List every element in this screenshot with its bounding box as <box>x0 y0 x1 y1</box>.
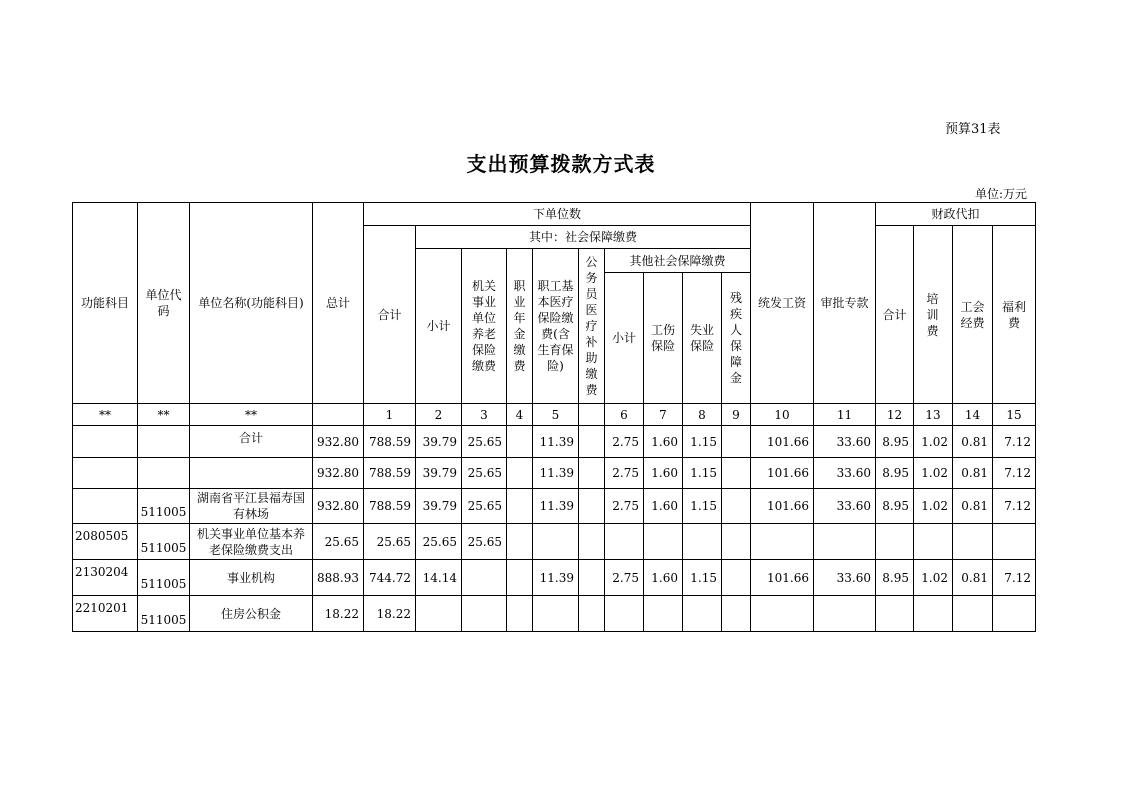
table-cell: 湖南省平江县福寿国有林场 <box>190 489 313 524</box>
table-cell <box>993 524 1036 560</box>
table-cell <box>73 426 138 458</box>
table-cell: 101.66 <box>751 458 814 489</box>
table-cell <box>722 596 751 632</box>
table-cell: 8.95 <box>876 426 914 458</box>
table-cell: 888.93 <box>313 560 364 596</box>
table-cell: 932.80 <box>313 458 364 489</box>
table-cell: 2130204 <box>73 560 138 596</box>
table-cell <box>507 524 533 560</box>
table-cell: 25.65 <box>364 524 416 560</box>
header-disability: 残疾人保障金 <box>722 273 751 404</box>
table-cell <box>73 489 138 524</box>
table-cell <box>579 489 605 524</box>
index-cell: 13 <box>914 404 953 426</box>
index-cell: 15 <box>993 404 1036 426</box>
index-cell: 5 <box>533 404 579 426</box>
table-cell: 0.81 <box>953 458 993 489</box>
index-cell: 10 <box>751 404 814 426</box>
header-ss-subtotal: 小计 <box>416 249 462 404</box>
table-cell: 788.59 <box>364 489 416 524</box>
header-lower-units: 下单位数 <box>364 203 751 226</box>
header-fd-total: 合计 <box>876 226 914 404</box>
table-cell <box>579 560 605 596</box>
table-cell: 0.81 <box>953 489 993 524</box>
table-row <box>73 458 1036 489</box>
table-cell: 788.59 <box>364 426 416 458</box>
index-cell <box>579 404 605 426</box>
table-cell: 1.60 <box>644 489 683 524</box>
table-cell <box>605 596 644 632</box>
table-row <box>73 489 1036 524</box>
table-cell: 39.79 <box>416 458 462 489</box>
table-cell: 33.60 <box>814 458 876 489</box>
index-cell: 11 <box>814 404 876 426</box>
table-row <box>73 426 1036 458</box>
table-cell: 2.75 <box>605 560 644 596</box>
table-cell <box>953 524 993 560</box>
index-cell: 4 <box>507 404 533 426</box>
header-welfare: 福利费 <box>993 226 1036 404</box>
table-cell: 788.59 <box>364 458 416 489</box>
table-cell <box>73 458 138 489</box>
table-cell: 33.60 <box>814 560 876 596</box>
table-cell: 744.72 <box>364 560 416 596</box>
table-cell <box>751 596 814 632</box>
table-cell <box>507 560 533 596</box>
table-cell <box>722 426 751 458</box>
table-cell <box>507 426 533 458</box>
table-cell <box>507 489 533 524</box>
table-cell: 2.75 <box>605 426 644 458</box>
table-cell: 18.22 <box>364 596 416 632</box>
table-cell: 932.80 <box>313 426 364 458</box>
form-number: 预算31表 <box>945 122 1001 137</box>
table-cell <box>462 560 507 596</box>
index-cell: 9 <box>722 404 751 426</box>
table-cell <box>644 524 683 560</box>
header-pension: 机关事业单位养老保险缴费 <box>462 249 507 404</box>
table-cell: 8.95 <box>876 560 914 596</box>
index-cell: 1 <box>364 404 416 426</box>
table-cell: 932.80 <box>313 489 364 524</box>
header-other-ss: 其他社会保障缴费 <box>605 249 751 273</box>
table-cell <box>190 458 313 489</box>
table-cell <box>138 426 190 458</box>
table-cell <box>876 524 914 560</box>
table-cell: 住房公积金 <box>190 596 313 632</box>
header-unit-code: 单位代码 <box>138 203 190 404</box>
table-cell: 合计 <box>190 426 313 458</box>
table-cell <box>507 596 533 632</box>
index-cell <box>313 404 364 426</box>
table-cell: 1.15 <box>683 458 722 489</box>
table-cell: 11.39 <box>533 458 579 489</box>
table-cell <box>605 524 644 560</box>
table-cell <box>644 596 683 632</box>
index-cell: 6 <box>605 404 644 426</box>
table-cell <box>722 489 751 524</box>
table-cell: 101.66 <box>751 426 814 458</box>
table-cell: 14.14 <box>416 560 462 596</box>
header-injury: 工伤保险 <box>644 273 683 404</box>
table-cell <box>722 458 751 489</box>
table-cell: 0.81 <box>953 560 993 596</box>
index-row <box>73 404 1036 426</box>
table-cell <box>722 524 751 560</box>
table-cell <box>579 458 605 489</box>
header-annuity: 职业年金缴费 <box>507 249 533 404</box>
table-cell: 39.79 <box>416 489 462 524</box>
table-cell: 101.66 <box>751 560 814 596</box>
table-cell: 1.15 <box>683 426 722 458</box>
index-cell: 7 <box>644 404 683 426</box>
table-cell: 7.12 <box>993 458 1036 489</box>
table-cell <box>993 596 1036 632</box>
table-cell <box>462 596 507 632</box>
index-cell: 2 <box>416 404 462 426</box>
table-cell: 2080505 <box>73 524 138 560</box>
budget-table <box>72 202 1036 632</box>
header-fiscal-deduct: 财政代扣 <box>876 203 1036 226</box>
table-cell: 11.39 <box>533 489 579 524</box>
table-cell: 101.66 <box>751 489 814 524</box>
table-cell: 2210201 <box>73 596 138 632</box>
table-cell: 1.02 <box>914 426 953 458</box>
header-unit-name: 单位名称(功能科目) <box>190 203 313 404</box>
table-cell: 11.39 <box>533 560 579 596</box>
header-special-approval: 审批专款 <box>814 203 876 404</box>
header-subtotal-all: 合计 <box>364 226 416 404</box>
table-cell <box>953 596 993 632</box>
table-cell <box>751 524 814 560</box>
table-cell: 25.65 <box>313 524 364 560</box>
table-cell: 1.02 <box>914 458 953 489</box>
table-cell <box>416 596 462 632</box>
table-cell: 1.02 <box>914 560 953 596</box>
table-cell <box>579 524 605 560</box>
unit-label: 单位:万元 <box>975 187 1028 201</box>
table-cell <box>722 560 751 596</box>
table-cell: 1.60 <box>644 560 683 596</box>
index-cell: ** <box>73 404 138 426</box>
table-cell: 33.60 <box>814 489 876 524</box>
table-cell: 511005 <box>138 596 190 632</box>
header-training: 培训费 <box>914 226 953 404</box>
index-cell: 14 <box>953 404 993 426</box>
table-cell: 25.65 <box>462 426 507 458</box>
table-row <box>73 560 1036 596</box>
table-cell <box>533 596 579 632</box>
header-unemployment: 失业保险 <box>683 273 722 404</box>
header-social-security: 其中：社会保障缴费 <box>416 226 751 249</box>
table-cell: 511005 <box>138 489 190 524</box>
header-total: 总计 <box>313 203 364 404</box>
table-cell: 0.81 <box>953 426 993 458</box>
table-cell: 1.15 <box>683 560 722 596</box>
table-cell: 25.65 <box>462 524 507 560</box>
index-cell: 3 <box>462 404 507 426</box>
table-cell: 18.22 <box>313 596 364 632</box>
header-func-subject: 功能科目 <box>73 203 138 404</box>
table-cell <box>579 596 605 632</box>
table-cell <box>914 524 953 560</box>
table-cell: 2.75 <box>605 458 644 489</box>
header-union: 工会经费 <box>953 226 993 404</box>
table-cell: 25.65 <box>462 489 507 524</box>
index-cell: ** <box>138 404 190 426</box>
table-cell: 1.60 <box>644 426 683 458</box>
index-cell: 12 <box>876 404 914 426</box>
table-row <box>73 596 1036 632</box>
table-cell: 1.15 <box>683 489 722 524</box>
table-cell: 7.12 <box>993 426 1036 458</box>
index-cell: ** <box>190 404 313 426</box>
table-cell: 1.02 <box>914 489 953 524</box>
table-cell: 7.12 <box>993 560 1036 596</box>
table-cell <box>814 596 876 632</box>
table-cell <box>533 524 579 560</box>
header-civil-medical: 公务员医疗补助缴费 <box>579 249 605 404</box>
table-cell: 511005 <box>138 560 190 596</box>
table-cell <box>814 524 876 560</box>
table-cell: 8.95 <box>876 489 914 524</box>
table-cell <box>507 458 533 489</box>
table-cell <box>876 596 914 632</box>
table-cell <box>914 596 953 632</box>
header-other-subtotal: 小计 <box>605 273 644 404</box>
page-title: 支出预算拨款方式表 <box>466 152 656 176</box>
table-cell: 机关事业单位基本养老保险缴费支出 <box>190 524 313 560</box>
table-cell <box>683 524 722 560</box>
table-cell: 2.75 <box>605 489 644 524</box>
table-cell: 25.65 <box>416 524 462 560</box>
table-cell <box>138 458 190 489</box>
table-cell: 11.39 <box>533 426 579 458</box>
table-cell: 8.95 <box>876 458 914 489</box>
table-cell: 事业机构 <box>190 560 313 596</box>
header-unified-salary: 统发工资 <box>751 203 814 404</box>
header-medical: 职工基本医疗保险缴费(含生育保险) <box>533 249 579 404</box>
table-cell: 511005 <box>138 524 190 560</box>
table-row <box>73 524 1036 560</box>
table-cell: 39.79 <box>416 426 462 458</box>
table-cell: 33.60 <box>814 426 876 458</box>
table-cell: 1.60 <box>644 458 683 489</box>
table-cell: 7.12 <box>993 489 1036 524</box>
table-cell <box>579 426 605 458</box>
table-cell <box>683 596 722 632</box>
index-cell: 8 <box>683 404 722 426</box>
table-cell: 25.65 <box>462 458 507 489</box>
